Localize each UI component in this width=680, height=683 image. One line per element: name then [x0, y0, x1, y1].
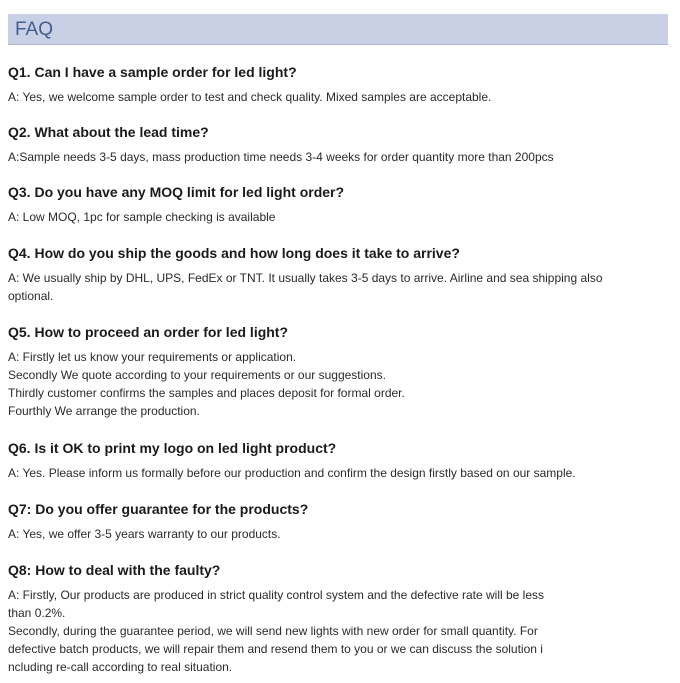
faq-answer-line: A: Yes. Please inform us formally before our production and confirm the design firstly based on our sample.	[8, 466, 576, 480]
faq-answer-line: A: Low MOQ, 1pc for sample checking is available	[8, 210, 276, 224]
faq-answer	[8, 348, 648, 420]
faq-answer-line: A: We usually ship by DHL, UPS, FedEx or TNT. It usually takes 3-5 days to arrive. Airline and sea shipping also	[8, 271, 603, 285]
faq-answer-line: A: Yes, we offer 3-5 years warranty to our products.	[8, 527, 281, 541]
faq-question: Q6. Is it OK to print my logo on led light product?	[8, 440, 337, 456]
faq-answer	[8, 148, 648, 166]
faq-answer-line: A: Firstly, Our products are produced in strict quality control system and the defective rate will be less	[8, 588, 545, 602]
faq-answer-line: optional.	[8, 289, 54, 303]
faq-item-q3	[8, 183, 648, 244]
faq-title: FAQ	[15, 19, 54, 40]
faq-item-q1	[8, 63, 648, 123]
faq-answer	[8, 269, 648, 305]
faq-answer-line: Thirdly customer confirms the samples and places deposit for formal order.	[8, 386, 405, 400]
faq-answer-line: Secondly We quote according to your requirements or our suggestions.	[8, 368, 386, 382]
faq-item-q6	[8, 439, 648, 500]
faq-answer-line: defective batch products, we will repair them and resend them to you or we can discuss the solution i	[8, 642, 543, 656]
faq-question: Q2. What about the lead time?	[8, 124, 209, 140]
faq-item-q7	[8, 500, 648, 561]
faq-question: Q1. Can I have a sample order for led light?	[8, 64, 297, 80]
faq-question: Q3. Do you have any MOQ limit for led light order?	[8, 184, 345, 200]
faq-answer	[8, 464, 648, 482]
faq-question: Q7: Do you offer guarantee for the products?	[8, 501, 309, 517]
faq-question: Q4. How do you ship the goods and how long does it take to arrive?	[8, 245, 460, 261]
faq-answer-line: Fourthly We arrange the production.	[8, 404, 200, 418]
faq-answer-line: A: Firstly let us know your requirements or application.	[8, 350, 297, 364]
faq-answer-line: A:Sample needs 3-5 days, mass production time needs 3-4 weeks for order quantity more than 200pcs	[8, 150, 554, 164]
faq-answer-line: A: Yes, we welcome sample order to test and check quality. Mixed samples are acceptable.	[8, 90, 492, 104]
faq-answer-line: ncluding re-call according to real situation.	[8, 660, 233, 674]
faq-answer-line: than 0.2%.	[8, 606, 66, 620]
faq-item-q8	[8, 561, 648, 676]
faq-question: Q5. How to proceed an order for led light?	[8, 324, 289, 340]
faq-header	[8, 14, 668, 45]
faq-answer	[8, 525, 648, 543]
faq-answer	[8, 88, 648, 106]
faq-item-q4	[8, 244, 648, 323]
faq-list	[8, 63, 648, 676]
faq-answer	[8, 586, 648, 676]
faq-answer	[8, 208, 648, 226]
faq-question: Q8: How to deal with the faulty?	[8, 562, 221, 578]
faq-item-q5	[8, 323, 648, 439]
faq-answer-line: Secondly, during the guarantee period, we will send new lights with new order for small quantity. For	[8, 624, 538, 638]
faq-item-q2	[8, 123, 648, 183]
